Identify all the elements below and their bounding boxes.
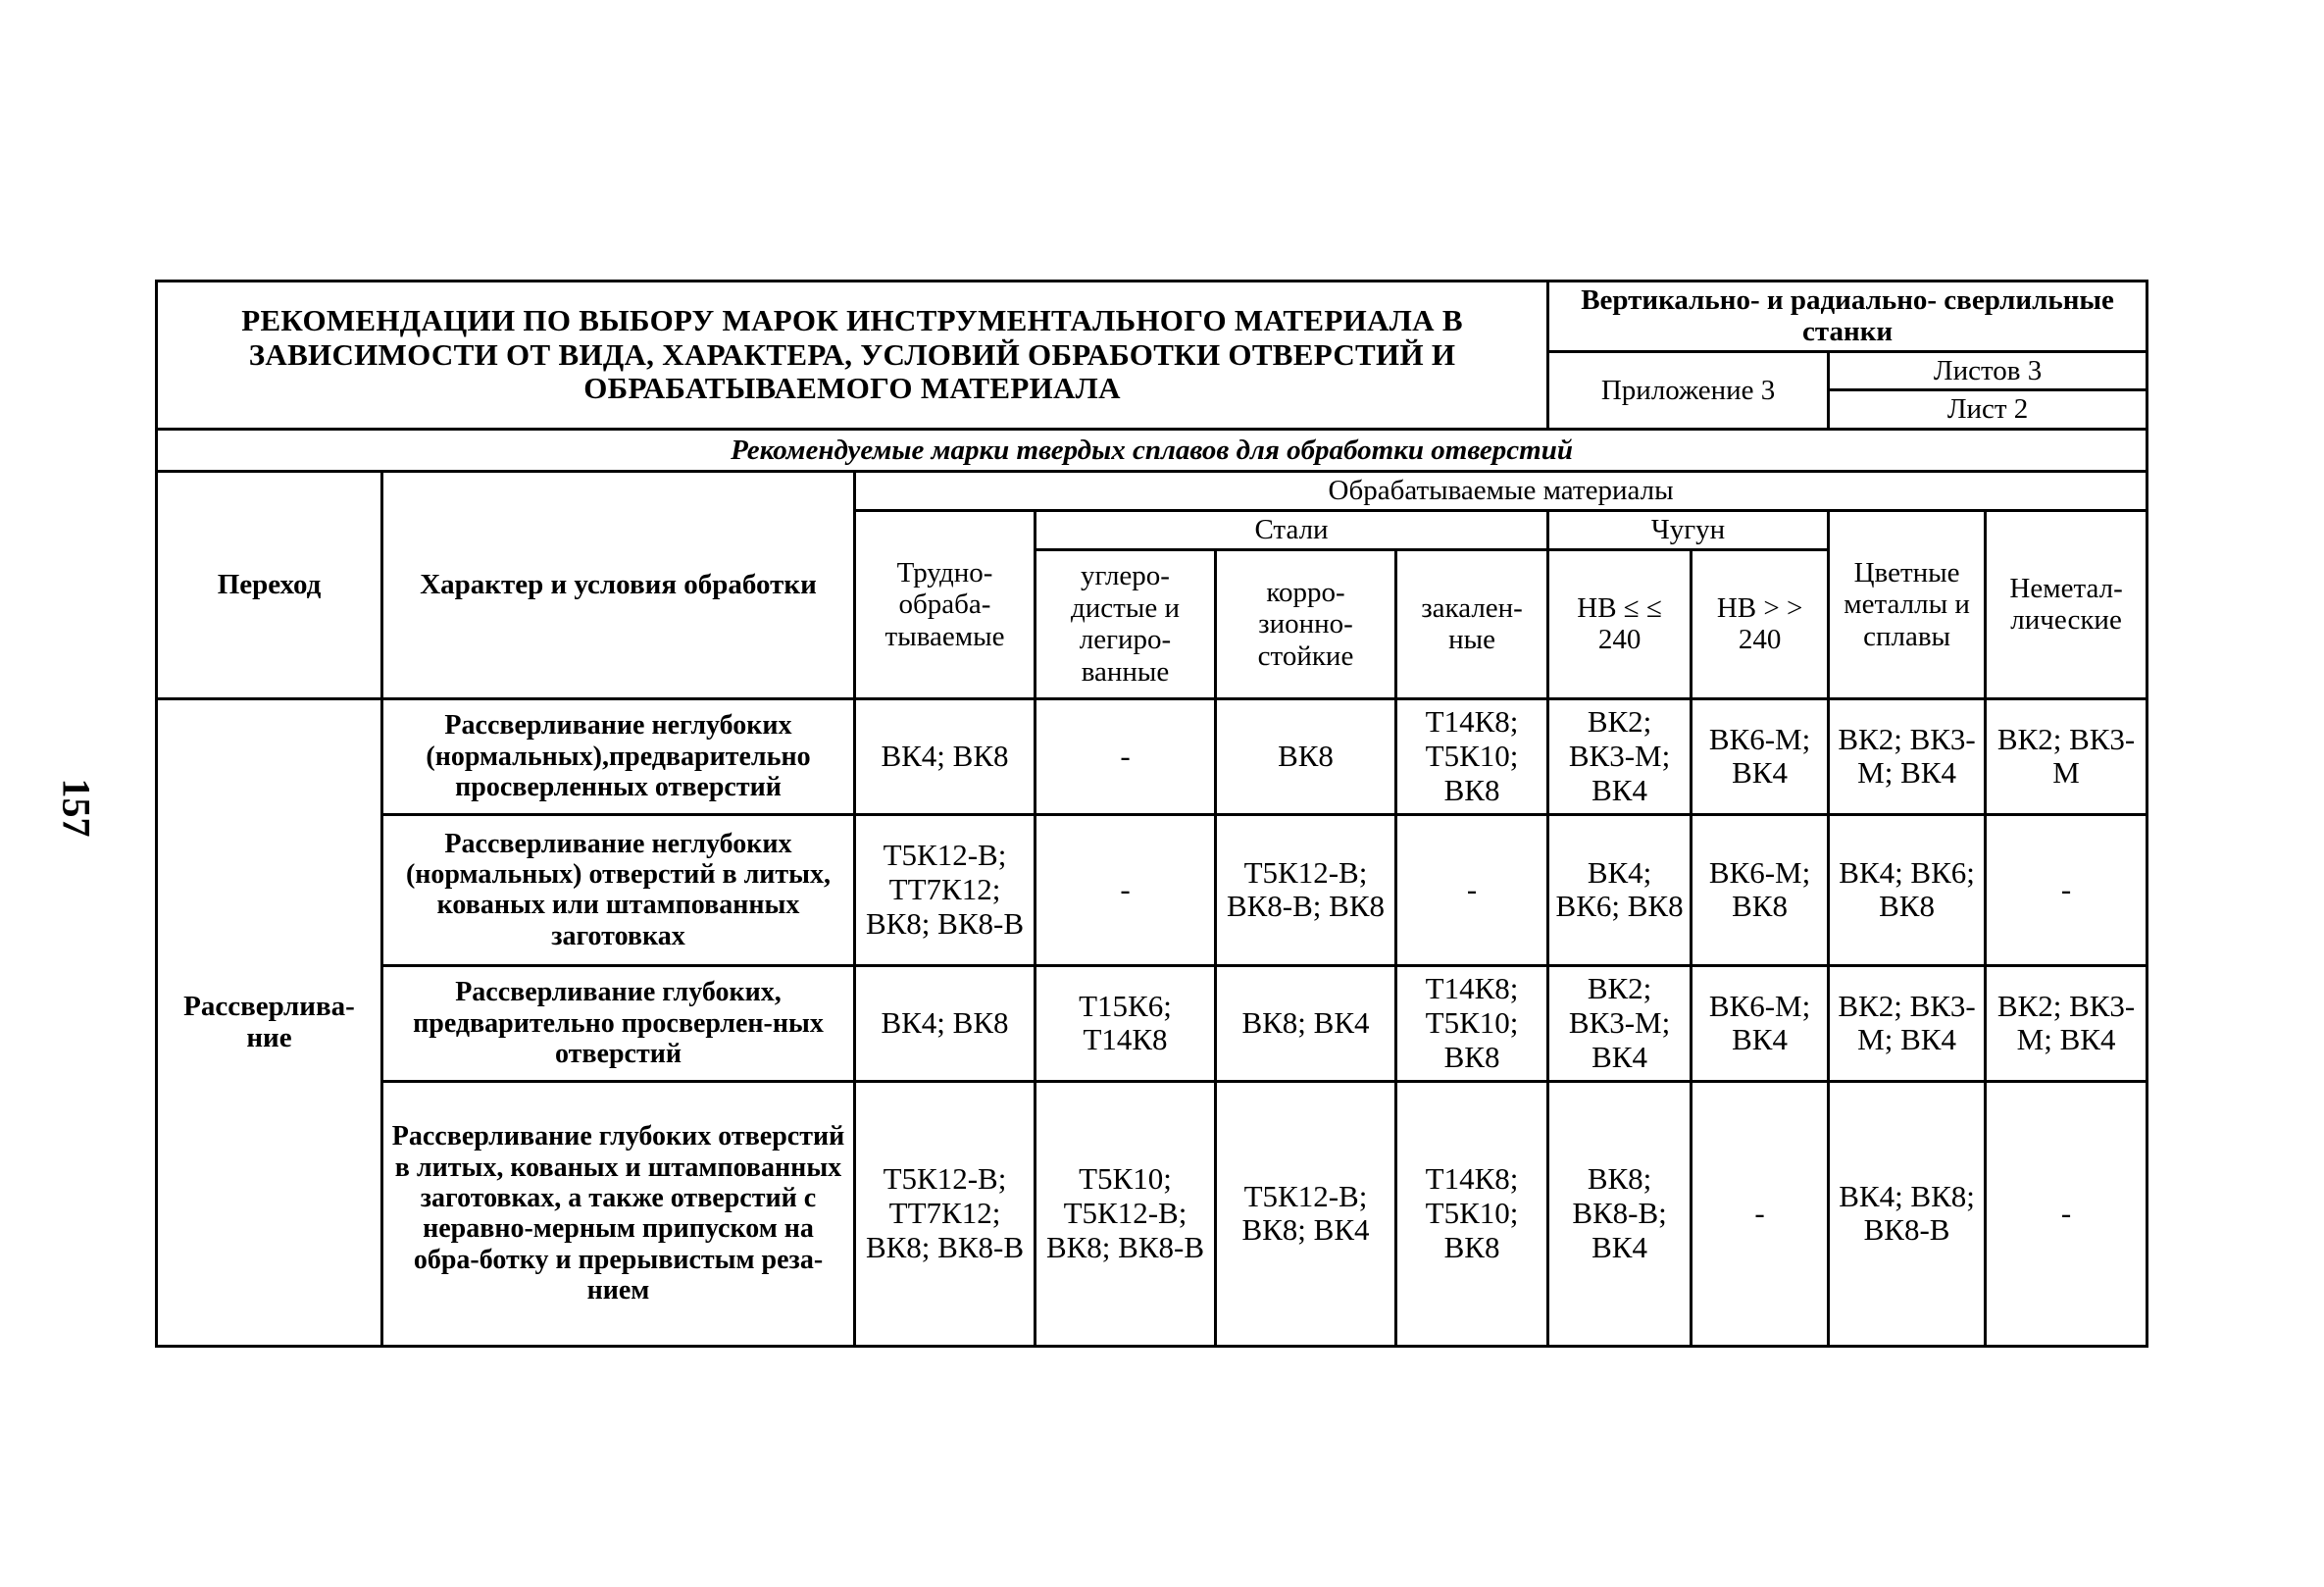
value-cell: Т5К12-В; ВК8-В; ВК8 [1216,814,1396,965]
machines-label: Вертикально- и радиально- сверлильные станки [1548,282,2147,352]
col-nonmetal: Неметал-лические [1986,510,2147,698]
value-cell: - [1036,814,1216,965]
operation-cell: Рассверлива-ние [157,698,382,1346]
value-cell: ВК4; ВК8; ВК8-В [1829,1081,1986,1346]
value-cell: Т14К8; Т5К10; ВК8 [1396,698,1548,814]
col-carbon-alloy: углеро-дистые и легиро-ванные [1036,549,1216,698]
value-cell: ВК6-М; ВК4 [1692,698,1829,814]
table-subtitle: Рекомендуемые марки твердых сплавов для обработки отверстий [157,429,2147,471]
recommendations-table [155,280,2148,1348]
value-cell: ВК8 [1216,698,1396,814]
value-cell: ВК2; ВК3-М [1986,698,2147,814]
col-steels: Стали [1036,510,1548,549]
page-number: 157 [54,778,99,838]
value-cell: Т5К10; Т5К12-В; ВК8; ВК8-В [1036,1081,1216,1346]
col-hb-le-240: НВ ≤ ≤ 240 [1548,549,1692,698]
value-cell: Т5К12-В; ТТ7К12; ВК8; ВК8-В [855,814,1036,965]
table-row [157,698,2147,814]
value-cell: ВК2; ВК3-М; ВК4 [1829,698,1986,814]
value-cell: ВК2; ВК3-М; ВК4 [1548,965,1692,1081]
value-cell: Т5К12-В; ТТ7К12; ВК8; ВК8-В [855,1081,1036,1346]
value-cell: - [1036,698,1216,814]
value-cell: Т15К6; Т14К8 [1036,965,1216,1081]
col-hard-to-machine: Трудно-обраба-тываемые [855,510,1036,698]
col-materials: Обрабатываемые материалы [855,471,2147,510]
value-cell: ВК2; ВК3-М; ВК4 [1829,965,1986,1081]
col-hb-gt-240: НВ > > 240 [1692,549,1829,698]
value-cell: ВК6-М; ВК8 [1692,814,1829,965]
col-hardened: закален-ные [1396,549,1548,698]
table-row [157,965,2147,1081]
sheet-label: Лист 2 [1829,390,2147,429]
value-cell: Т5К12-В; ВК8; ВК4 [1216,1081,1396,1346]
value-cell: ВК8; ВК4 [1216,965,1396,1081]
value-cell: - [1396,814,1548,965]
conditions-cell: Рассверливание неглубоких (нормальных),предварительно просверленных отверстий [382,698,855,814]
value-cell: ВК2; ВК3-М; ВК4 [1548,698,1692,814]
col-conditions: Характер и условия обработки [382,471,855,698]
value-cell: - [1986,1081,2147,1346]
table-row [157,814,2147,965]
sheets-total-label: Листов 3 [1829,351,2147,389]
value-cell: ВК2; ВК3-М; ВК4 [1986,965,2147,1081]
value-cell: ВК4; ВК6; ВК8 [1829,814,1986,965]
value-cell: - [1986,814,2147,965]
value-cell: ВК4; ВК8 [855,965,1036,1081]
col-corrosion-resistant: корро-зионно-стойкие [1216,549,1396,698]
table-row [157,1081,2147,1346]
col-operation: Переход [157,471,382,698]
value-cell: Т14К8; Т5К10; ВК8 [1396,965,1548,1081]
value-cell: ВК4; ВК8 [855,698,1036,814]
value-cell: - [1692,1081,1829,1346]
appendix-label: Приложение 3 [1548,351,1829,429]
col-nonferrous: Цветные металлы и сплавы [1829,510,1986,698]
col-cast-iron: Чугун [1548,510,1829,549]
value-cell: ВК4; ВК6; ВК8 [1548,814,1692,965]
value-cell: ВК6-М; ВК4 [1692,965,1829,1081]
document-title: РЕКОМЕНДАЦИИ ПО ВЫБОРУ МАРОК ИНСТРУМЕНТАЛЬНОГО МАТЕРИАЛА В ЗАВИСИМОСТИ ОТ ВИДА, ХАРАКТЕРА, УСЛОВИЙ ОБРАБОТКИ ОТВЕРСТИЙ И ОБРАБАТЫВАЕМОГО МАТЕРИАЛА [157,282,1548,430]
value-cell: Т14К8; Т5К10; ВК8 [1396,1081,1548,1346]
conditions-cell: Рассверливание неглубоких (нормальных) отверстий в литых, кованых или штампованных заготовках [382,814,855,965]
value-cell: ВК8; ВК8-В; ВК4 [1548,1081,1692,1346]
conditions-cell: Рассверливание глубоких отверстий в литых, кованых и штампованных заготовках, а также отверстий с неравно-мерным припуском на обра-ботку и прерывистым реза-нием [382,1081,855,1346]
conditions-cell: Рассверливание глубоких, предварительно просверлен-ных отверстий [382,965,855,1081]
